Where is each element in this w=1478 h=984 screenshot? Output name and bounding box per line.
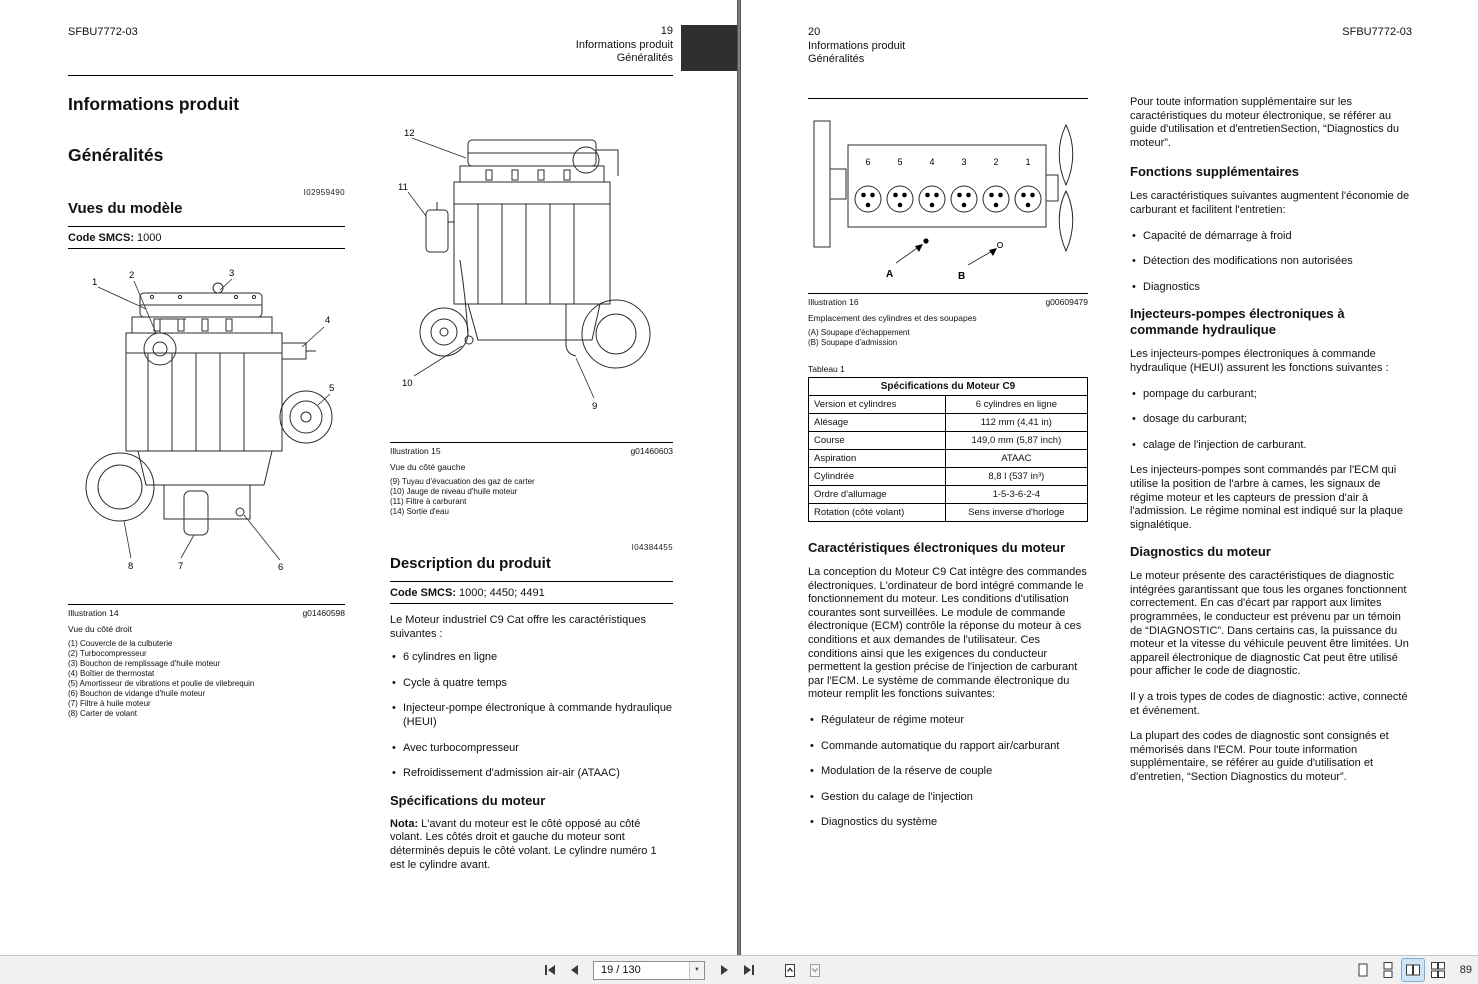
legend-item: (4) Boîtier de thermostat (68, 669, 155, 678)
illustration-caption-bar (68, 604, 345, 618)
table-cell: Ordre d'allumage (809, 486, 946, 504)
sub-heading: Injecteurs-pompes électroniques à commande hydraulique (1130, 306, 1345, 338)
legend-item: (11) Filtre à carburant (390, 497, 467, 506)
callout-6: 6 (278, 562, 284, 573)
header-rule (68, 75, 673, 76)
table-title: Spécifications du Moteur C9 (809, 378, 1088, 396)
cylinder-number: 3 (961, 157, 967, 167)
smcs-label: Code SMCS: (68, 232, 134, 244)
paragraph: Les injecteurs-pompes sont commandés par l'ECM qui utilise la position de l'arbre à cames, les signaux de régime moteur et les capteurs de pression d'air à l'admission. Le régime nominal est indiqué sur la plaque signalétique. (1130, 464, 1403, 531)
continuous-view-button[interactable] (1377, 959, 1399, 981)
illustration-code: g01460603 (630, 446, 673, 456)
list-item: • Détection des modifications non autorisées (1130, 255, 1413, 269)
cylinder-number: 1 (1025, 157, 1031, 167)
illustration-legend (68, 639, 345, 719)
page-header (808, 26, 905, 67)
header-page-number: 20 (808, 26, 821, 38)
list-item: • Modulation de la réserve de couple (808, 765, 1088, 779)
header-subsection: Généralités (616, 52, 673, 64)
paragraph: Pour toute information supplémentaire sur les caractéristiques du moteur électronique, se référer au guide d'utilisation et d'entretienSection, “Diagnostics du moteur”. (1130, 96, 1399, 149)
legend-item: (1) Couvercle de la culbuterie (68, 639, 173, 648)
illustration-label: Illustration 16 (808, 297, 859, 307)
paragraph: Le Moteur industriel C9 Cat offre les caractéristiques suivantes : (390, 614, 646, 640)
list-item: • Capacité de démarrage à froid (1130, 230, 1413, 244)
smcs-code (68, 226, 345, 249)
nota-paragraph (390, 818, 673, 872)
callout-11: 11 (398, 182, 408, 193)
next-page-button[interactable] (712, 959, 735, 981)
callout-2: 2 (129, 270, 135, 281)
table-cell: Course (809, 432, 946, 450)
column-left (68, 94, 345, 719)
table-cell: ATAAC (945, 450, 1087, 468)
cylinder-number: 2 (993, 157, 999, 167)
illustration-subcaption: Emplacement des cylindres et des soupapes (808, 313, 977, 323)
document-page-19 (0, 0, 737, 955)
nota-label: Nota: (390, 817, 419, 830)
table-label: Tableau 1 (808, 364, 845, 374)
legend-item: (6) Bouchon de vidange d'huile moteur (68, 689, 206, 698)
list-item: • Injecteur-pompe électronique à commande hydraulique (HEUI) (390, 702, 673, 729)
legend-item: (7) Filtre à huile moteur (68, 699, 151, 708)
feature-list (1130, 230, 1413, 295)
single-page-view-icon (1354, 961, 1372, 979)
table-cell: Cylindrée (809, 468, 946, 486)
legend-item: (14) Sortie d'eau (390, 507, 449, 516)
document-page-20 (741, 0, 1478, 955)
section-title: Informations produit (68, 94, 240, 114)
callout-3: 3 (229, 268, 235, 279)
page-navigation-controls (538, 959, 826, 981)
single-page-view-button[interactable] (1352, 959, 1374, 981)
illustration-subcaption: Vue du côté droit (68, 624, 132, 634)
first-page-button[interactable] (538, 959, 561, 981)
cylinder-number: 5 (897, 157, 903, 167)
cylinder-number: 6 (865, 157, 871, 167)
paragraph: La plupart des codes de diagnostic sont consignés et mémorisés dans l'ECM. Pour toute information supplémentaire, se référer au guide d'utilisation et d'entretien, “Section Diagnostics du moteur”. (1130, 730, 1389, 783)
nota-text: L'avant du moteur est le côté opposé au côté volant. Les côtés droit et gauche du moteur sont déterminés depuis le côté volant. Le cylindre numéro 1 est le cylindre avant. (390, 817, 657, 871)
sub-heading: Spécifications du moteur (390, 792, 546, 808)
doc-code: SFBU7772-03 (1342, 26, 1412, 38)
table-cell: 149,0 mm (5,87 inch) (945, 432, 1087, 450)
engine-right-view-illustration (68, 257, 345, 602)
callout-4: 4 (325, 315, 331, 326)
table-cell: 6 cylindres en ligne (945, 396, 1087, 414)
list-item: • Cycle à quatre temps (390, 677, 673, 691)
legend-item: (5) Amortisseur de vibrations et poulie de vilebrequin (68, 679, 255, 688)
paragraph: La conception du Moteur C9 Cat intègre des commandes électroniques. L'ordinateur de bord intégré commande le fonctionnement du moteur. Les conditions d'utilisation courantes sont surveillées. Le module de commande électronique (ECM) contrôle la réponse du moteur à ces conditions et aux demandes de l'utilisateur. Ces conditions ainsi que les exigences du conducteur permettent la gestion précise de l'injection de carburant par l'ECM. Le système de commande électronique du moteur remplit les fonctions suivantes: (808, 566, 1087, 701)
list-item: • Refroidissement d'admission air-air (ATAAC) (390, 767, 673, 781)
legend-item: (8) Carter de volant (68, 709, 137, 718)
feature-list (390, 651, 673, 781)
topic-heading: Description du produit (390, 555, 551, 572)
header-subsection: Généralités (808, 53, 865, 65)
media-number: I02959490 (303, 188, 345, 197)
list-item: • Régulateur de régime moteur (808, 714, 1088, 728)
callout-9: 9 (592, 401, 598, 412)
list-item: • 6 cylindres en ligne (390, 651, 673, 665)
smcs-value: 1000 (134, 232, 162, 244)
callout-10: 10 (402, 378, 413, 389)
continuous-facing-view-icon (1429, 961, 1447, 979)
zoom-level[interactable]: 89 (1459, 964, 1472, 976)
legend-item: (3) Bouchon de remplissage d'huile moteur (68, 659, 221, 668)
previous-view-button[interactable] (778, 959, 801, 981)
view-mode-controls (1352, 959, 1472, 981)
first-page-icon (541, 961, 559, 979)
figure-illustration-15 (390, 110, 673, 517)
page-number-box[interactable] (593, 961, 705, 980)
last-page-button[interactable] (737, 959, 760, 981)
legend-item: (B) Soupape d'admission (808, 338, 898, 347)
doc-code: SFBU7772-03 (68, 26, 138, 38)
illustration-label: Illustration 14 (68, 608, 119, 618)
valve-label-a: A (886, 269, 894, 280)
chapter-tab-marker (681, 25, 737, 71)
legend-item: (10) Jauge de niveau d'huile moteur (390, 487, 518, 496)
function-list (808, 714, 1088, 830)
engine-left-view-illustration (390, 110, 673, 440)
page-indicator[interactable]: 19 / 130 (601, 964, 641, 976)
paragraph: Il y a trois types de codes de diagnostic: active, connecté et événement. (1130, 691, 1408, 717)
table-cell: Sens inverse d'horloge (945, 504, 1087, 522)
next-view-icon (806, 961, 824, 979)
illustration-legend (390, 477, 673, 517)
sub-heading: Diagnostics du moteur (1130, 544, 1271, 560)
table-cell: Aspiration (809, 450, 946, 468)
list-item: • pompage du carburant; (1130, 388, 1413, 402)
previous-page-button[interactable] (563, 959, 586, 981)
header-section: Informations produit (575, 38, 673, 51)
callout-12: 12 (404, 128, 415, 139)
column-right (390, 96, 673, 872)
legend-item: (9) Tuyau d'évacuation des gaz de carter (390, 477, 535, 486)
page-dropdown-button[interactable]: ▼ (689, 962, 704, 979)
previous-view-icon (781, 961, 799, 979)
figure-illustration-14 (68, 257, 345, 719)
header-section: Informations produit (808, 39, 906, 52)
next-page-icon (715, 961, 733, 979)
valve-label-b: B (958, 271, 966, 282)
table-cell: 8,8 l (537 in³) (945, 468, 1087, 486)
callout-7: 7 (178, 561, 184, 572)
callout-8: 8 (128, 561, 134, 572)
previous-page-icon (566, 961, 584, 979)
paragraph: Les injecteurs-pompes électroniques à commande hydraulique (HEUI) assurent les fonctions suivantes : (1130, 348, 1389, 374)
cylinder-number: 4 (929, 157, 935, 167)
smcs-value: 1000; 4450; 4491 (456, 587, 545, 599)
illustration-caption-bar (808, 293, 1088, 307)
continuous-facing-view-button[interactable] (1427, 959, 1449, 981)
continuous-view-icon (1379, 961, 1397, 979)
list-item: • Diagnostics du système (808, 816, 1088, 830)
viewer-toolbar (0, 955, 1478, 984)
topic-heading: Vues du modèle (68, 200, 183, 217)
cylinder-valve-location-diagram (808, 99, 1088, 291)
legend-item: (2) Turbocompresseur (68, 649, 147, 658)
list-item: • calage de l'injection de carburant. (1130, 439, 1413, 453)
facing-pages-view-button[interactable] (1402, 959, 1424, 981)
last-page-icon (740, 961, 758, 979)
illustration-label: Illustration 15 (390, 446, 441, 456)
legend-item: (A) Soupape d'échappement (808, 328, 910, 337)
sub-heading: Fonctions supplémentaires (1130, 164, 1300, 180)
column-left (808, 98, 1088, 842)
illustration-code: g00609479 (1045, 297, 1088, 307)
figure-illustration-16 (808, 98, 1088, 348)
illustration-code: g01460598 (302, 608, 345, 618)
list-item: • Diagnostics (1130, 281, 1413, 295)
table-cell: Alésage (809, 414, 946, 432)
table-cell: 112 mm (4,41 in) (945, 414, 1087, 432)
table-cell: Rotation (côté volant) (809, 504, 946, 522)
illustration-caption-bar (390, 442, 673, 456)
table-cell: 1-5-3-6-2-4 (945, 486, 1087, 504)
list-item: • Gestion du calage de l'injection (808, 791, 1088, 805)
list-item: • Commande automatique du rapport air/carburant (808, 740, 1088, 754)
engine-spec-table (808, 377, 1088, 522)
callout-1: 1 (92, 277, 98, 288)
paragraph: Les caractéristiques suivantes augmentent l'économie de carburant et facilitent l'entretien: (1130, 190, 1410, 216)
facing-pages-view-icon (1404, 961, 1422, 979)
list-item: • Avec turbocompresseur (390, 742, 673, 756)
page-header (576, 25, 673, 66)
header-page-number: 19 (660, 25, 673, 37)
list-item: • dosage du carburant; (1130, 413, 1413, 427)
table-cell: Version et cylindres (809, 396, 946, 414)
paragraph: Le moteur présente des caractéristiques de diagnostic intégrées garantissant que tous les organes fonctionnent correctement. En cas d'écart par rapport aux limites programmées, le conducteur est prévenu par un témoin de “DIAGNOSTIC”. Dans certains cas, la puissance du moteur et la vitesse du véhicule peuvent être limitées. Un appareil électronique de diagnostic Cat peut être utilisé pour afficher le code de diagnostic. (1130, 570, 1409, 678)
function-list (1130, 388, 1413, 453)
next-view-button[interactable] (803, 959, 826, 981)
smcs-label: Code SMCS: (390, 587, 456, 599)
sub-heading: Caractéristiques électroniques du moteur (808, 540, 1066, 555)
subsection-title: Généralités (68, 145, 164, 165)
callout-5: 5 (329, 383, 335, 394)
illustration-legend (808, 328, 1088, 348)
column-right (1130, 96, 1413, 785)
smcs-code (390, 581, 673, 604)
illustration-subcaption: Vue du côté gauche (390, 462, 466, 472)
media-number: I04384455 (631, 543, 673, 552)
